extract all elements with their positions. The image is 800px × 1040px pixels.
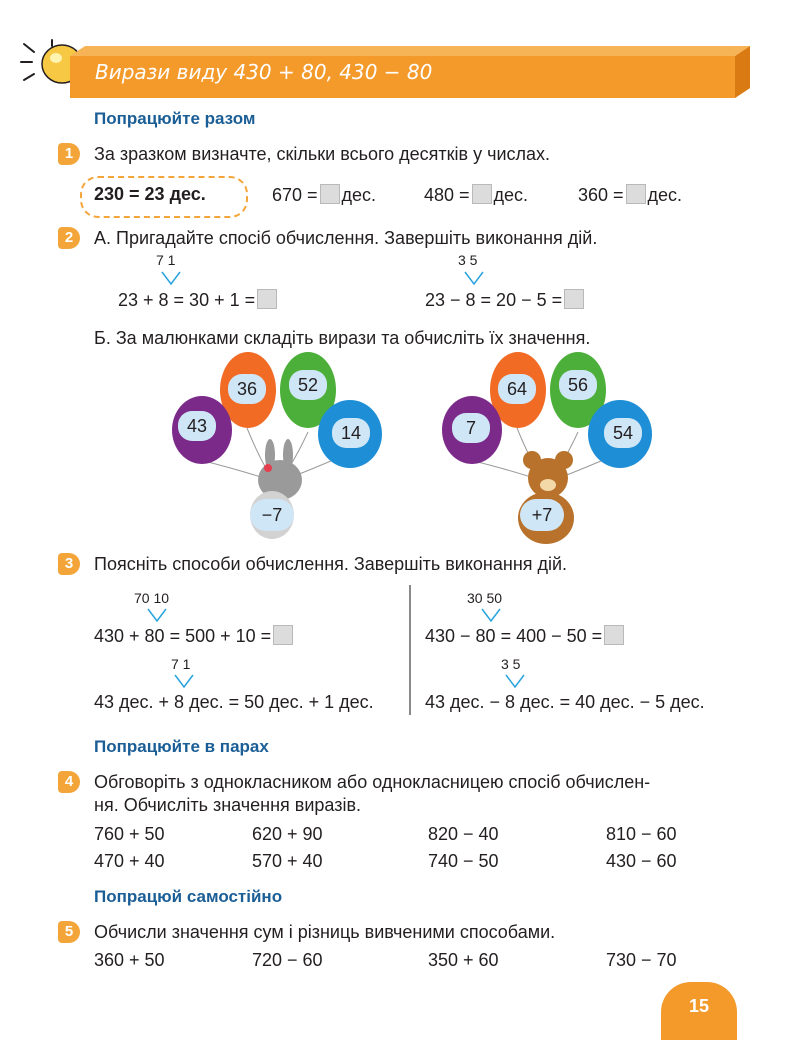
split-numbers: 70 10 <box>134 590 170 606</box>
task2-part-a: А. Пригадайте спосіб обчислення. Завершіть виконання дій. <box>94 228 598 248</box>
task-number-3: 3 <box>58 553 80 575</box>
split-mark <box>504 673 526 694</box>
task5-text: Обчисли значення сум і різниць вивченими способами. <box>94 922 556 942</box>
answer-box[interactable] <box>257 289 277 309</box>
expression: 740 − 50 <box>428 851 499 871</box>
expression: 43 дес. − 8 дес. = 40 дес. − 5 дес. <box>425 692 705 712</box>
expression: 820 − 40 <box>428 824 499 844</box>
expression: 620 + 90 <box>252 824 323 844</box>
split-mark <box>463 270 485 291</box>
expression: 810 − 60 <box>606 824 677 844</box>
answer-box[interactable] <box>626 184 646 204</box>
balloon-label: 56 <box>559 370 597 400</box>
expression: 350 + 60 <box>428 950 499 970</box>
tens-item: 360 = дес. <box>578 185 683 205</box>
answer-box[interactable] <box>604 625 624 645</box>
task-number-1: 1 <box>58 143 80 165</box>
task1-text: За зразком визначте, скільки всього десятків у числах. <box>94 144 551 164</box>
balloon-label: 7 <box>452 413 490 443</box>
operation-label: −7 <box>250 499 294 531</box>
expression: 430 + 80 = 500 + 10 = <box>94 625 295 647</box>
task-number-5: 5 <box>58 921 80 943</box>
answer-box[interactable] <box>320 184 340 204</box>
task3-text: Поясніть способи обчислення. Завершіть виконання дій. <box>94 554 568 574</box>
expression: 430 − 60 <box>606 851 677 871</box>
task2-part-b: Б. За малюнками складіть вирази та обчисліть їх значення. <box>94 328 591 348</box>
split-mark <box>173 673 195 694</box>
task4-text-line2: ня. Обчисліть значення виразів. <box>94 795 362 815</box>
balloon-label: 43 <box>178 411 216 441</box>
expression: 570 + 40 <box>252 851 323 871</box>
page-number: 15 <box>688 996 710 1016</box>
balloon-label: 52 <box>289 370 327 400</box>
task-number-4: 4 <box>58 771 80 793</box>
section-heading-alone: Попрацюй самостійно <box>94 887 283 906</box>
answer-box[interactable] <box>273 625 293 645</box>
answer-box[interactable] <box>472 184 492 204</box>
expression: 43 дес. + 8 дес. = 50 дес. + 1 дес. <box>94 692 374 712</box>
expression: 23 + 8 = 30 + 1 = <box>118 289 279 311</box>
section-heading-pairs: Попрацюйте в парах <box>94 737 269 756</box>
split-numbers: 3 5 <box>458 252 478 268</box>
expression: 470 + 40 <box>94 851 165 871</box>
answer-box[interactable] <box>564 289 584 309</box>
split-numbers: 7 1 <box>171 656 191 672</box>
expression: 760 + 50 <box>94 824 165 844</box>
balloon-label: 64 <box>498 374 536 404</box>
split-numbers: 30 50 <box>467 590 503 606</box>
section-heading-together: Попрацюйте разом <box>94 109 256 128</box>
expression: 360 + 50 <box>94 950 165 970</box>
column-divider <box>409 585 411 715</box>
sample-text: 230 = 23 дес. <box>94 184 206 204</box>
split-numbers: 7 1 <box>156 252 176 268</box>
task-number-2: 2 <box>58 227 80 249</box>
task4-text-line1: Обговоріть з однокласником або однокласницею спосіб обчислен- <box>94 772 651 792</box>
tens-item: 670 = дес. <box>272 185 377 205</box>
split-numbers: 3 5 <box>501 656 521 672</box>
tens-item: 480 = дес. <box>424 185 529 205</box>
balloon-label: 36 <box>228 374 266 404</box>
expression: 720 − 60 <box>252 950 323 970</box>
balloon-label: 14 <box>332 418 370 448</box>
operation-label: +7 <box>520 499 564 531</box>
expression: 430 − 80 = 400 − 50 = <box>425 625 626 647</box>
expression: 23 − 8 = 20 − 5 = <box>425 289 586 311</box>
balloon-label: 54 <box>604 418 642 448</box>
expression: 730 − 70 <box>606 950 677 970</box>
banner-title: Вирази виду 430 + 80, 430 − 80 <box>95 60 433 84</box>
split-mark <box>160 270 182 291</box>
